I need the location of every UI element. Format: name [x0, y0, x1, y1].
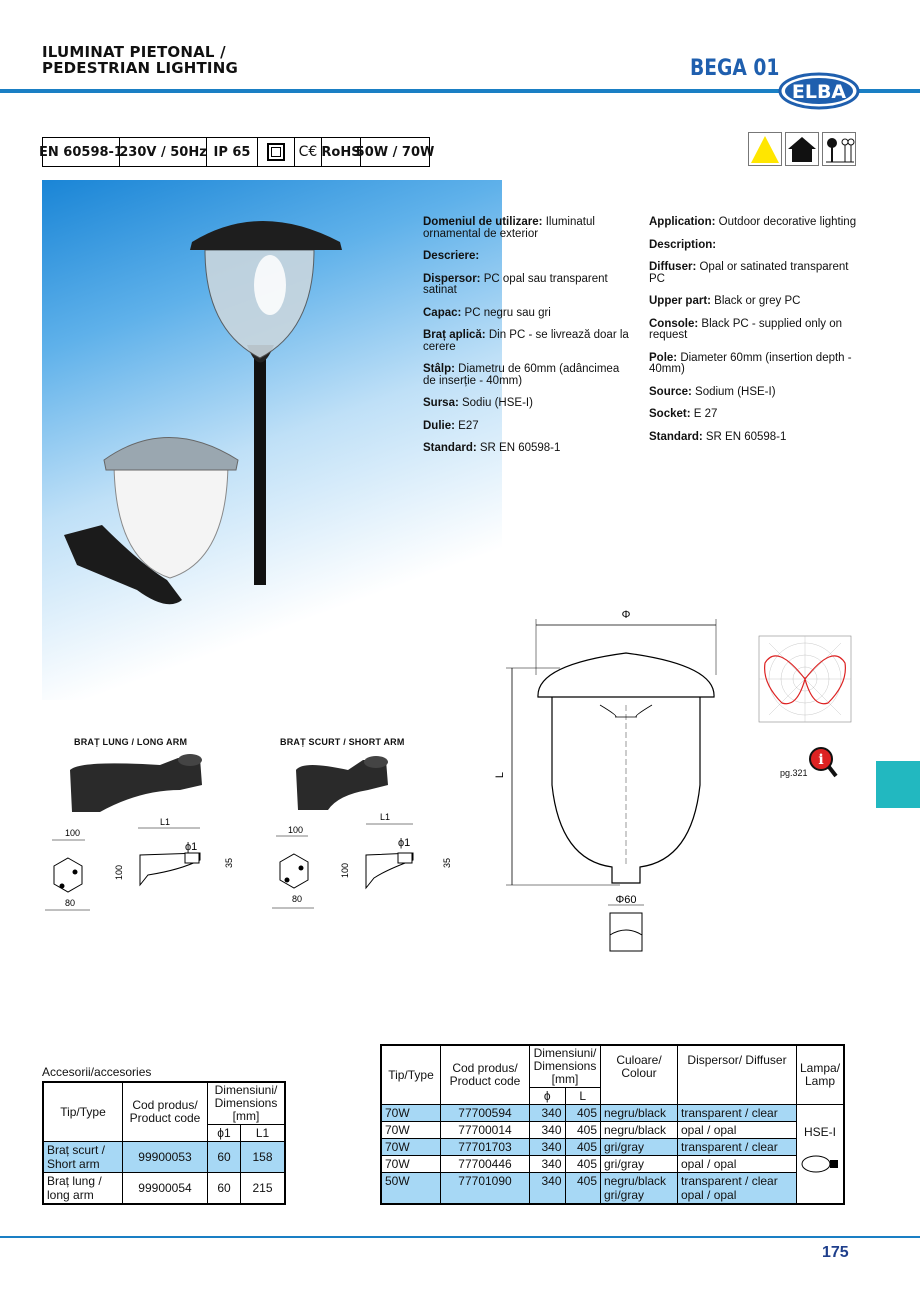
photometric-page-ref: pg.321 [780, 768, 808, 778]
spec-rohs: RoHS [322, 138, 361, 166]
prod-header-dims: Dimensiuni/ Dimensions [mm] [530, 1045, 601, 1088]
dim-80: 80 [65, 898, 76, 908]
svg-text:i: i [818, 752, 824, 768]
desc-ro-item: Dulie: E27 [423, 419, 479, 432]
class-ii-icon [258, 138, 295, 166]
ce-mark-icon: C€ [295, 138, 322, 166]
dim-35: 35 [224, 857, 234, 868]
desc-en-item: Console: Black PC - supplied only on request [649, 317, 843, 341]
luminaire-technical-drawing [494, 605, 730, 960]
acc-header-code: Cod produs/ Product code [123, 1082, 208, 1142]
table-row: 70W 77701703 340 405 gri/gray transparent / clear [381, 1139, 844, 1156]
dim-L-label: L [494, 771, 506, 779]
desc-ro-item: Descriere: [423, 250, 480, 262]
dim-phi1: ϕ1 [185, 841, 198, 853]
table-row: Braț scurt / Short arm 99900053 60 158 [43, 1142, 285, 1173]
desc-ro-item: Dispersor: PC opal sau transparent satinat [423, 272, 608, 296]
dim-L1: L1 [160, 817, 171, 827]
products-table [380, 1044, 845, 1205]
prod-header-phi: ϕ [530, 1088, 566, 1105]
desc-en-item: Application: Outdoor decorative lighting [649, 216, 857, 228]
desc-en-item: Diffuser: Opal or satinated transparent PC [649, 261, 849, 285]
lamp-bulb-icon [800, 1149, 840, 1179]
spec-voltage: 230V / 50Hz [120, 138, 207, 166]
product-photo [42, 180, 362, 625]
table-row: 70W 77700446 340 405 gri/gray opal / opal [381, 1156, 844, 1173]
table-row: 50W 77701090 340 405 negru/black gri/gray transparent / clear opal / opal [381, 1173, 844, 1205]
dim-phi1: ϕ1 [398, 837, 411, 849]
description-english [649, 217, 864, 454]
category-title [42, 44, 238, 76]
desc-en-item: Upper part: Black or grey PC [649, 295, 801, 307]
acc-header-dims: Dimensiuni/ Dimensions [mm] [208, 1082, 286, 1125]
header-rule-right [858, 89, 920, 93]
acc-header-phi1: ϕ1 [208, 1125, 241, 1142]
desc-en-item: Description: [649, 238, 717, 251]
dim-80: 80 [292, 894, 303, 904]
category-title-line2: PEDESTRIAN LIGHTING [42, 59, 238, 77]
prod-header-l: L [565, 1088, 601, 1105]
dim-L1: L1 [380, 812, 391, 822]
desc-ro-item: Stâlp: Diametru de 60mm (adâncimea de inserție - 40mm) [423, 363, 620, 387]
dim-100-v: 100 [340, 862, 350, 878]
desc-ro-item: Standard: SR EN 60598-1 [423, 442, 561, 454]
dim-100: 100 [288, 825, 304, 835]
long-arm-label: BRAȚ LUNG / LONG ARM [74, 737, 188, 747]
dim-35: 35 [442, 857, 452, 868]
dim-phi-label: Φ [621, 609, 631, 621]
prod-header-lamp: Lampa/ Lamp [797, 1045, 845, 1105]
desc-ro-item: Domeniul de utilizare: Iluminatul ornamental de exterior [423, 216, 595, 240]
lamp-cell [797, 1105, 845, 1205]
description-romanian [423, 217, 633, 466]
warning-triangle-icon [748, 132, 782, 166]
section-tab-marker [876, 761, 920, 808]
footer-rule [0, 1236, 920, 1238]
product-name: BEGA 01 [690, 56, 780, 81]
table-row: 70W 77700014 340 405 negru/black opal / opal [381, 1122, 844, 1139]
house-icon [785, 132, 819, 166]
acc-header-type: Tip/Type [43, 1082, 123, 1142]
spec-ip-rating: IP 65 [207, 138, 258, 166]
desc-en-item: Standard: SR EN 60598-1 [649, 430, 787, 443]
spec-standard: EN 60598-1 [43, 138, 120, 166]
brand-logo [778, 72, 860, 115]
info-magnifier-icon[interactable] [808, 746, 838, 783]
desc-ro-item: Sursa: Sodiu (HSE-I) [423, 397, 533, 409]
long-arm-drawing [40, 750, 240, 925]
page-number: 175 [822, 1244, 849, 1261]
desc-en-item: Socket: E 27 [649, 408, 718, 420]
usage-icons [748, 132, 856, 166]
lamp-type: HSE-I [804, 1125, 837, 1139]
short-arm-drawing [268, 750, 468, 925]
dim-phi60-label: Φ60 [615, 894, 637, 906]
desc-ro-item: Braț aplică: Din PC - se livrează doar la cerere [423, 329, 629, 353]
acc-header-l1: L1 [240, 1125, 285, 1142]
prod-header-code: Cod produs/ Product code [441, 1045, 530, 1105]
short-arm-label: BRAȚ SCURT / SHORT ARM [280, 737, 405, 747]
header-rule [0, 89, 780, 93]
prod-header-colour: Culoare/ Colour [601, 1045, 678, 1105]
table-row: Braț lung / long arm 99900054 60 215 [43, 1173, 285, 1205]
spec-strip [39, 137, 435, 167]
photometric-diagram [757, 628, 853, 733]
category-title-line1: ILUMINAT PIETONAL / [42, 43, 226, 61]
desc-ro-item: Capac: PC negru sau gri [423, 306, 551, 319]
prod-header-type: Tip/Type [381, 1045, 441, 1105]
dim-100: 100 [65, 828, 81, 838]
pole-lamp-icon [822, 132, 856, 166]
desc-en-item: Source: Sodium (HSE-I) [649, 385, 776, 398]
accessories-table [42, 1081, 286, 1205]
dim-100-v: 100 [114, 864, 124, 880]
spec-power: 50W / 70W [355, 144, 435, 160]
table-row: 70W 77700594 340 405 negru/black transparent / clear HSE-I [381, 1105, 844, 1122]
brand-logo-text: ELBA [791, 81, 847, 103]
accessories-title: Accesorii/accesories [42, 1065, 152, 1079]
prod-header-diffuser: Dispersor/ Diffuser [678, 1045, 797, 1105]
desc-en-item: Pole: Diameter 60mm (insertion depth - 40mm) [649, 351, 852, 375]
